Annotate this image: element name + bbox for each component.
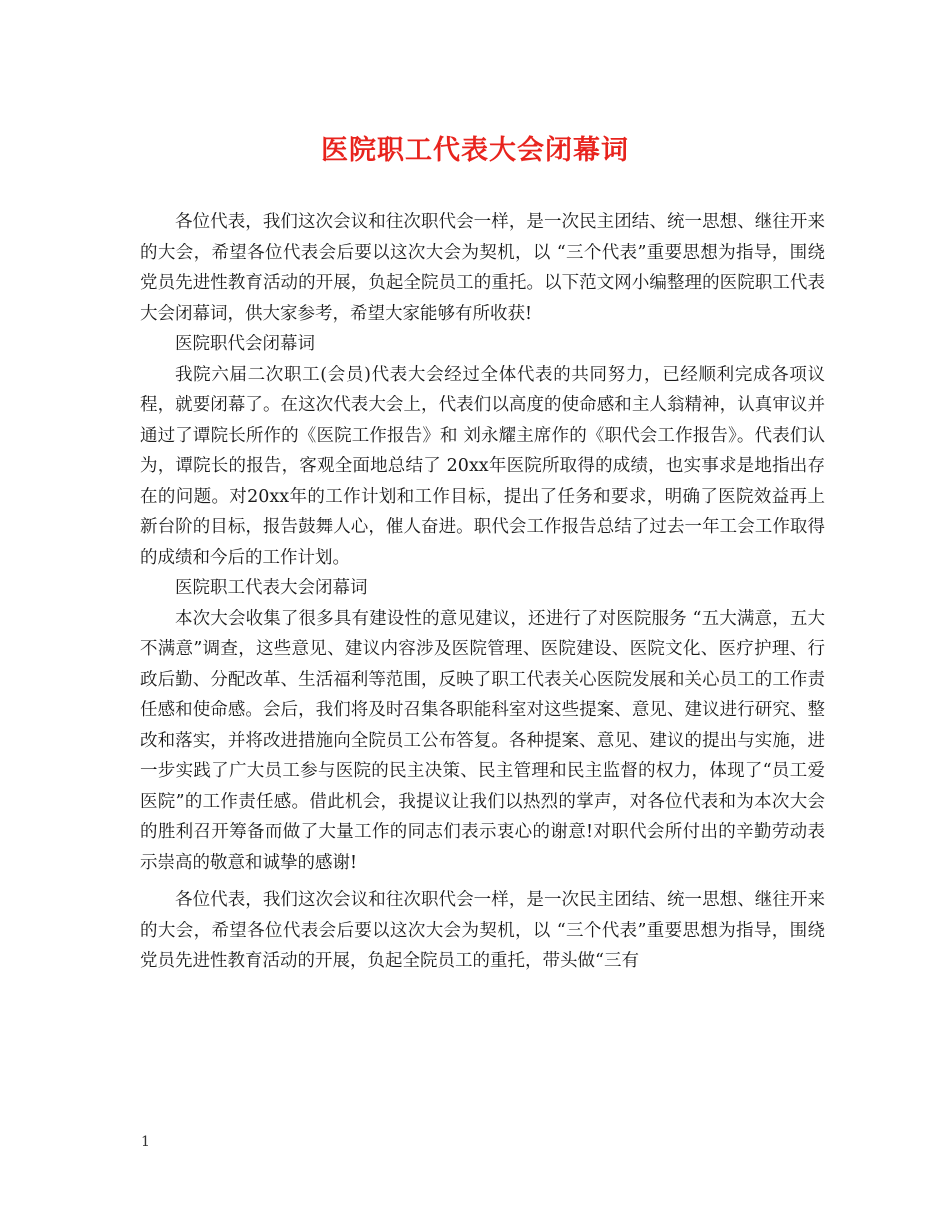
paragraph-congress-summary: 我院六届二次职工(会员)代表大会经过全体代表的共同努力，已经顺利完成各项议程，就要闭幕了。在这次代表大会上，代表们以高度的使命感和主人翁精神，认真审议并通过了谭院长所作的《医院工作报告》和 刘永耀主席作的《职代会工作报告》。代表们认为，谭院长的报告，客观全面地总结了 20xx年医院所取得的成绩，也实事求是地指出存在的问题。对20xx年的工作计划和工作目标，提出了任务和要求，明确了医院效益再上新台阶的目标，报告鼓舞人心，催人奋进。职代会工作报告总结了过去一年工会工作取得的成绩和今后的工作计划。 bbox=[140, 364, 825, 568]
paragraph-suggestions: 本次大会收集了很多具有建设性的意见建议，还进行了对医院服务 “五大满意，五大不满意”调查，这些意见、建议内容涉及医院管理、医院建设、医院文化、医疗护理、行政后勤、分配改革、生活福利等范围，反映了职工代表关心医院发展和关心员工的工作责任感和使命感。会后，我们将及时召集各职能科室对这些提案、意见、建议进行研究、整改和落实，并将改进措施向全院员工公布答复。各种提案、意见、建议的提出与实施，进一步实践了广大员工参与医院的民主决策、民主管理和民主监督的权力，体现了“员工爱医院”的工作责任感。借此机会，我提议让我们以热烈的掌声，对各位代表和为本次大会的胜利召开筹备而做了大量工作的同志们表示衷心的谢意!对职代会所付出的辛勤劳动表示崇高的敬意和诚挚的感谢! bbox=[140, 608, 825, 873]
paragraph-closing: 各位代表，我们这次会议和往次职代会一样，是一次民主团结、统一思想、继往开来的大会，希望各位代表会后要以这次大会为契机，以 “三个代表”重要思想为指导，围绕党员先进性教育活动的开展，负起全院员工的重托，带头做“三有 bbox=[140, 890, 825, 971]
document-title: 医院职工代表大会闭幕词 bbox=[321, 135, 629, 166]
section-heading-1: 医院职代会闭幕词 bbox=[175, 334, 315, 354]
section-heading-2: 医院职工代表大会闭幕词 bbox=[175, 578, 368, 598]
page-number: 1 bbox=[141, 1134, 150, 1150]
document-body bbox=[140, 207, 825, 977]
paragraph-intro: 各位代表，我们这次会议和往次职代会一样，是一次民主团结、统一思想、继往开来的大会，希望各位代表会后要以这次大会为契机，以 “三个代表”重要思想为指导，围绕党员先进性教育活动的开展，负起全院员工的重托。以下范文网小编整理的医院职工代表大会闭幕词，供大家参考，希望大家能够有所收获! bbox=[140, 212, 825, 324]
